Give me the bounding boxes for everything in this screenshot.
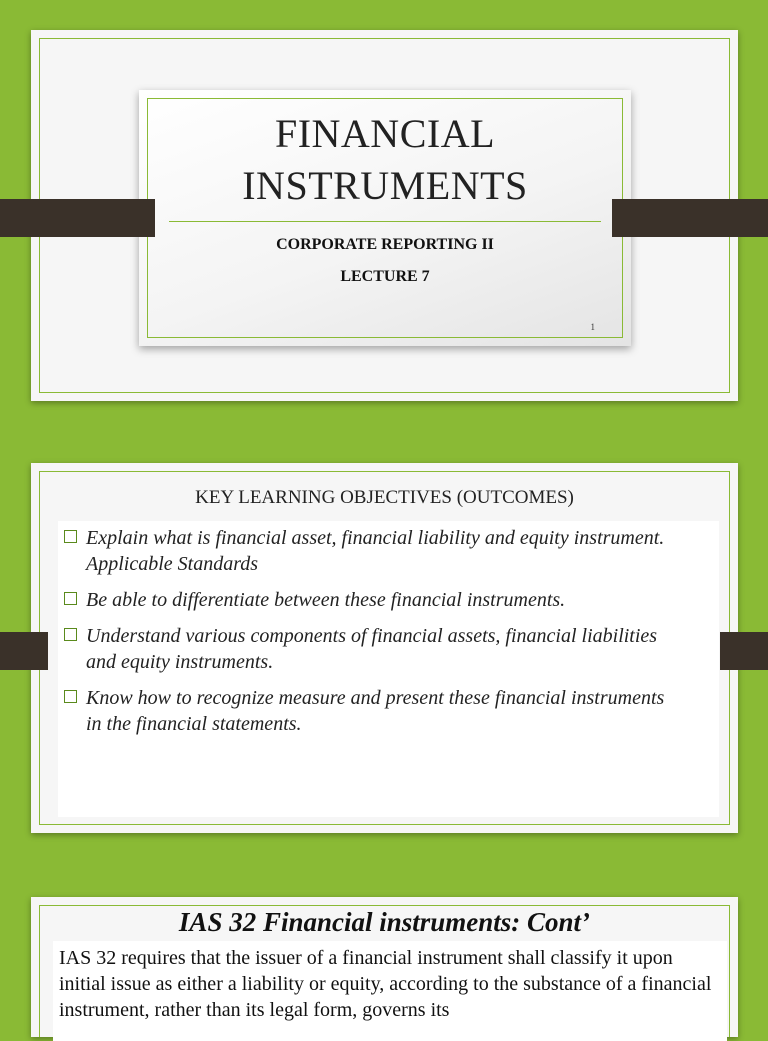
objectives-slide (31, 463, 738, 833)
lecture-label: LECTURE 7 (340, 268, 430, 285)
title-card (139, 90, 631, 346)
ias32-body-box (53, 941, 727, 1041)
objectives-heading: KEY LEARNING OBJECTIVES (OUTCOMES) (195, 487, 574, 508)
checkbox-bullet-icon (64, 530, 77, 543)
ias32-title: IAS 32 Financial instruments: Cont’ (178, 907, 591, 937)
course-subtitle: CORPORATE REPORTING II (276, 236, 494, 253)
binder-clip-right (612, 199, 768, 237)
objective-text: Be able to differentiate between these financial instruments. (86, 589, 566, 611)
list-item (64, 685, 676, 737)
checkbox-bullet-icon (64, 690, 77, 703)
slide-title (139, 108, 631, 212)
title-line-1: FINANCIAL (274, 111, 496, 156)
binder-clip-left (0, 199, 155, 237)
list-item (64, 587, 676, 613)
list-item (64, 623, 676, 675)
list-item (64, 525, 676, 577)
title-line-2: INSTRUMENTS (242, 163, 528, 208)
checkbox-bullet-icon (64, 628, 77, 641)
binder-clip-right (720, 632, 768, 670)
title-divider (169, 221, 601, 222)
objective-text: Explain what is financial asset, financial liability and equity instrument. Applicable Standards (86, 527, 665, 575)
objective-text: Understand various components of financial assets, financial liabilities and equity instruments. (86, 625, 658, 673)
ias32-body-text: IAS 32 requires that the issuer of a financial instrument shall classify it upon initial issue as either a liability or equity, according to the substance of a financial instrument, rather than its legal form, governs its (59, 947, 712, 1021)
objectives-box (58, 521, 719, 817)
objective-text: Know how to recognize measure and present these financial instruments in the financial statements. (86, 687, 665, 735)
binder-clip-left (0, 632, 48, 670)
objectives-list (58, 521, 719, 737)
page-number: 1 (590, 322, 595, 332)
checkbox-bullet-icon (64, 592, 77, 605)
ias32-slide (31, 897, 738, 1037)
